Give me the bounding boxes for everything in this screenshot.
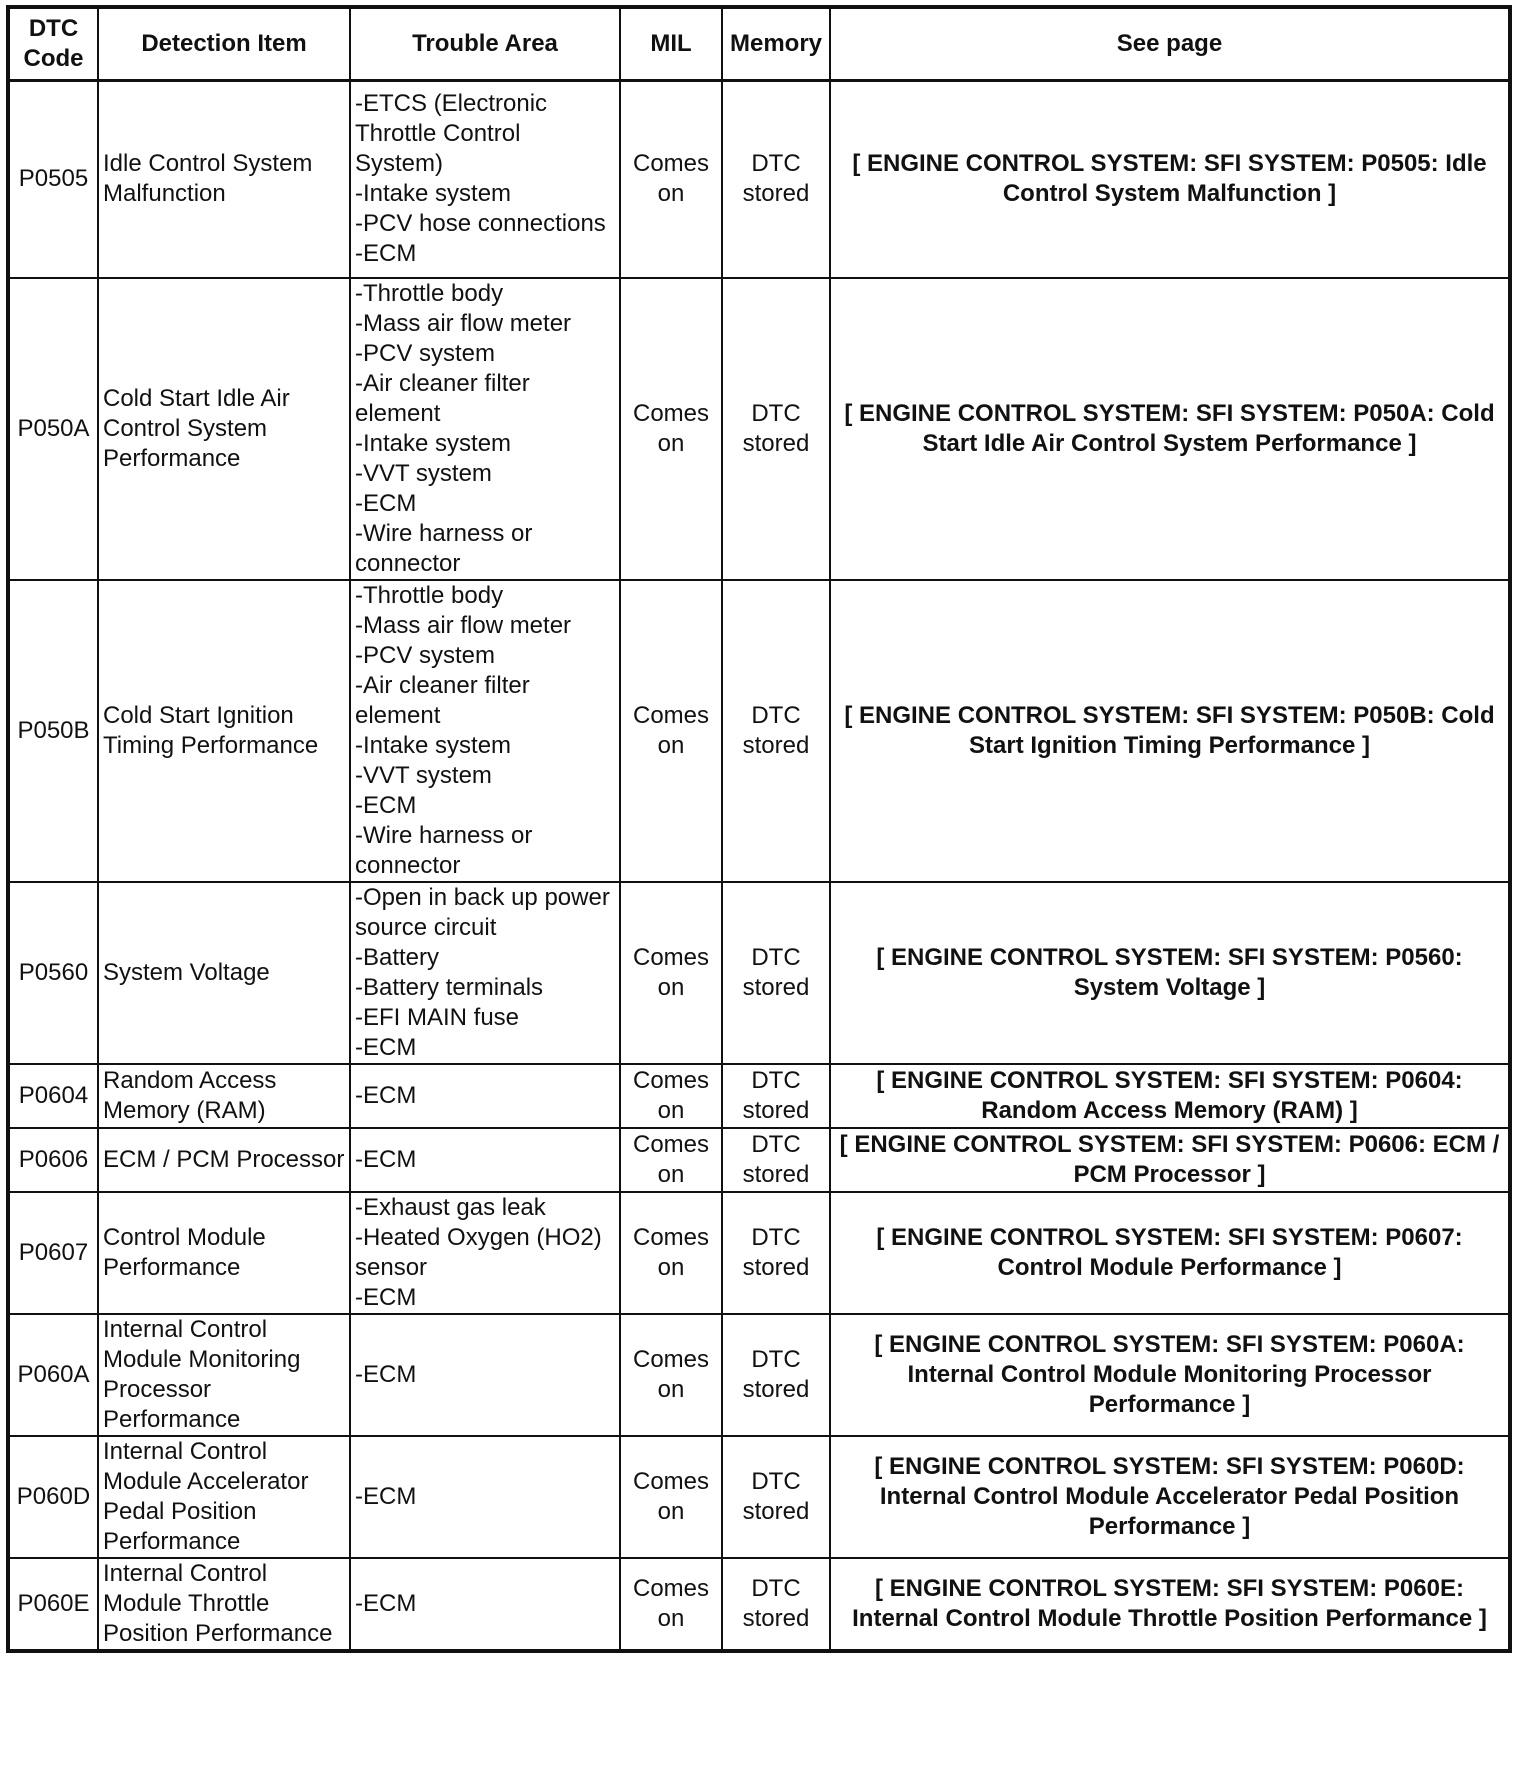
header-trouble-area: Trouble Area xyxy=(350,7,620,81)
mil-cell: Comes on xyxy=(620,278,722,580)
trouble-area-cell xyxy=(350,1192,620,1314)
table-row xyxy=(8,1128,1510,1192)
see-page-link[interactable]: [ ENGINE CONTROL SYSTEM: SFI SYSTEM: P0560: System Voltage ] xyxy=(830,882,1510,1064)
detection-item-cell: Internal Control Module Accelerator Pedal Position Performance xyxy=(98,1436,350,1558)
detection-item-cell: Random Access Memory (RAM) xyxy=(98,1064,350,1128)
trouble-area-cell xyxy=(350,580,620,882)
trouble-area-line: -Mass air flow meter xyxy=(355,611,572,639)
header-mil: MIL xyxy=(620,7,722,81)
trouble-area-line: -ECM xyxy=(355,1360,417,1388)
trouble-area-line: -Throttle body xyxy=(355,581,504,609)
dtc-code-cell: P0606 xyxy=(8,1128,98,1192)
dtc-code-cell: P0505 xyxy=(8,81,98,278)
trouble-area-line: -Intake system xyxy=(355,180,512,208)
trouble-area-line: -Battery terminals xyxy=(355,973,544,1001)
table-row xyxy=(8,1436,1510,1558)
see-page-link[interactable]: [ ENGINE CONTROL SYSTEM: SFI SYSTEM: P0505: Idle Control System Malfunction ] xyxy=(830,81,1510,278)
table-row xyxy=(8,580,1510,882)
dtc-code-cell: P050A xyxy=(8,278,98,580)
memory-cell: DTC stored xyxy=(722,882,830,1064)
dtc-code-cell: P060A xyxy=(8,1314,98,1436)
trouble-area-line: -ECM xyxy=(355,489,417,517)
trouble-area-line: -Exhaust gas leak xyxy=(355,1193,546,1221)
trouble-area-line: -Mass air flow meter xyxy=(355,309,572,337)
detection-item-cell: Control Module Performance xyxy=(98,1192,350,1314)
table-row xyxy=(8,1192,1510,1314)
memory-cell: DTC stored xyxy=(722,1064,830,1128)
detection-item-cell: System Voltage xyxy=(98,882,350,1064)
trouble-area-line: -EFI MAIN fuse xyxy=(355,1003,520,1031)
mil-cell: Comes on xyxy=(620,1314,722,1436)
dtc-code-cell: P060D xyxy=(8,1436,98,1558)
table-row xyxy=(8,882,1510,1064)
trouble-area-line: -ECM xyxy=(355,1033,417,1061)
trouble-area-line: -Air cleaner filter element xyxy=(355,369,530,427)
see-page-link[interactable]: [ ENGINE CONTROL SYSTEM: SFI SYSTEM: P050A: Cold Start Idle Air Control System Performance ] xyxy=(830,278,1510,580)
trouble-area-line: -Intake system xyxy=(355,731,512,759)
mil-cell: Comes on xyxy=(620,1064,722,1128)
trouble-area-cell xyxy=(350,81,620,278)
table-row xyxy=(8,81,1510,278)
table-row xyxy=(8,1064,1510,1128)
trouble-area-cell xyxy=(350,1436,620,1558)
trouble-area-line: -Throttle body xyxy=(355,279,504,307)
memory-cell: DTC stored xyxy=(722,81,830,278)
mil-cell: Comes on xyxy=(620,882,722,1064)
memory-cell: DTC stored xyxy=(722,1314,830,1436)
mil-cell: Comes on xyxy=(620,1128,722,1192)
trouble-area-line: -Intake system xyxy=(355,429,512,457)
trouble-area-line: -PCV hose connections xyxy=(355,210,606,238)
trouble-area-cell xyxy=(350,882,620,1064)
trouble-area-line: -PCV system xyxy=(355,641,496,669)
trouble-area-line: -ECM xyxy=(355,1482,417,1510)
mil-cell: Comes on xyxy=(620,1192,722,1314)
header-dtc-code: DTC Code xyxy=(8,7,98,81)
memory-cell: DTC stored xyxy=(722,1558,830,1651)
trouble-area-line: -VVT system xyxy=(355,761,492,789)
mil-cell: Comes on xyxy=(620,1436,722,1558)
mil-cell: Comes on xyxy=(620,81,722,278)
trouble-area-line: -PCV system xyxy=(355,339,496,367)
table-row xyxy=(8,278,1510,580)
trouble-area-line: -ETCS (Electronic Throttle Control System) xyxy=(355,90,548,178)
trouble-area-line: -Open in back up power source circuit xyxy=(355,883,610,941)
detection-item-cell: Internal Control Module Monitoring Processor Performance xyxy=(98,1314,350,1436)
memory-cell: DTC stored xyxy=(722,1128,830,1192)
see-page-link[interactable]: [ ENGINE CONTROL SYSTEM: SFI SYSTEM: P0607: Control Module Performance ] xyxy=(830,1192,1510,1314)
memory-cell: DTC stored xyxy=(722,1192,830,1314)
detection-item-cell: Cold Start Ignition Timing Performance xyxy=(98,580,350,882)
trouble-area-cell xyxy=(350,278,620,580)
trouble-area-cell xyxy=(350,1128,620,1192)
table-body xyxy=(8,81,1510,1651)
memory-cell: DTC stored xyxy=(722,1436,830,1558)
memory-cell: DTC stored xyxy=(722,278,830,580)
trouble-area-cell xyxy=(350,1064,620,1128)
trouble-area-line: -Battery xyxy=(355,943,440,971)
trouble-area-line: -ECM xyxy=(355,1081,417,1109)
dtc-code-cell: P0560 xyxy=(8,882,98,1064)
see-page-link[interactable]: [ ENGINE CONTROL SYSTEM: SFI SYSTEM: P060A: Internal Control Module Monitoring Processor Performance ] xyxy=(830,1314,1510,1436)
detection-item-cell: Internal Control Module Throttle Position Performance xyxy=(98,1558,350,1651)
trouble-area-cell xyxy=(350,1558,620,1651)
table-row xyxy=(8,1314,1510,1436)
see-page-link[interactable]: [ ENGINE CONTROL SYSTEM: SFI SYSTEM: P050B: Cold Start Ignition Timing Performance ] xyxy=(830,580,1510,882)
detection-item-cell: Cold Start Idle Air Control System Performance xyxy=(98,278,350,580)
header-memory: Memory xyxy=(722,7,830,81)
see-page-link[interactable]: [ ENGINE CONTROL SYSTEM: SFI SYSTEM: P0604: Random Access Memory (RAM) ] xyxy=(830,1064,1510,1128)
table-header xyxy=(8,7,1510,81)
trouble-area-line: -ECM xyxy=(355,1283,417,1311)
trouble-area-line: -Wire harness or connector xyxy=(355,821,533,879)
trouble-area-cell xyxy=(350,1314,620,1436)
trouble-area-line: -ECM xyxy=(355,1145,417,1173)
detection-item-cell: Idle Control System Malfunction xyxy=(98,81,350,278)
dtc-code-cell: P0607 xyxy=(8,1192,98,1314)
memory-cell: DTC stored xyxy=(722,580,830,882)
trouble-area-line: -ECM xyxy=(355,240,417,268)
trouble-area-line: -Wire harness or connector xyxy=(355,519,533,577)
see-page-link[interactable]: [ ENGINE CONTROL SYSTEM: SFI SYSTEM: P060E: Internal Control Module Throttle Position Performance ] xyxy=(830,1558,1510,1651)
dtc-code-cell: P050B xyxy=(8,580,98,882)
header-see-page: See page xyxy=(830,7,1510,81)
dtc-code-cell: P060E xyxy=(8,1558,98,1651)
dtc-code-cell: P0604 xyxy=(8,1064,98,1128)
trouble-area-line: -ECM xyxy=(355,1589,417,1617)
see-page-link[interactable]: [ ENGINE CONTROL SYSTEM: SFI SYSTEM: P060D: Internal Control Module Accelerator Pedal Position Performance ] xyxy=(830,1436,1510,1558)
mil-cell: Comes on xyxy=(620,580,722,882)
see-page-link[interactable]: [ ENGINE CONTROL SYSTEM: SFI SYSTEM: P0606: ECM / PCM Processor ] xyxy=(830,1128,1510,1192)
detection-item-cell: ECM / PCM Processor xyxy=(98,1128,350,1192)
mil-cell: Comes on xyxy=(620,1558,722,1651)
trouble-area-line: -Air cleaner filter element xyxy=(355,671,530,729)
table-row xyxy=(8,1558,1510,1651)
dtc-table xyxy=(6,5,1512,1653)
trouble-area-line: -VVT system xyxy=(355,459,492,487)
trouble-area-line: -ECM xyxy=(355,791,417,819)
header-detection-item: Detection Item xyxy=(98,7,350,81)
trouble-area-line: -Heated Oxygen (HO2) sensor xyxy=(355,1223,602,1281)
